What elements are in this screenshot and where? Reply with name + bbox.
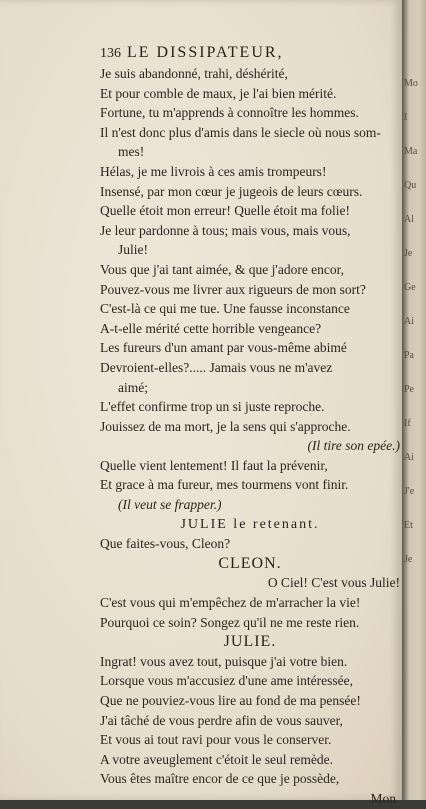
text-line: C'est-là ce qui me tue. Une fausse inconstance: [100, 301, 350, 317]
running-header: [100, 44, 400, 62]
catchword: Mon: [370, 790, 396, 806]
text-line: Jouissez de ma mort, je la sens qui s'approche.: [100, 418, 351, 434]
text-line: Julie!: [118, 242, 148, 258]
facing-page-fragment: I: [404, 112, 408, 123]
text-line: A-t-elle mérité cette horrible vengeance?: [100, 320, 322, 336]
text-line: Insensé, par mon cœur je jugeois de leurs cœurs.: [100, 183, 363, 199]
text-line: Et vous ai tout ravi pour vous le conserver.: [100, 732, 332, 748]
facing-page-fragment: Ai: [404, 316, 414, 327]
facing-page-fragment: Je: [404, 248, 413, 259]
text-line: (Il tire son epée.): [307, 438, 400, 454]
facing-page-fragment: J'e: [404, 486, 415, 497]
text-line: Fortune, tu m'apprends à connoître les hommes.: [100, 105, 359, 121]
text-line: Je leur pardonne à tous; mais vous, mais vous,: [100, 222, 351, 238]
running-title: LE DISSIPATEUR,: [127, 44, 284, 61]
text-line: Les fureurs d'un amant par vous-même abimé: [100, 340, 347, 356]
facing-page-fragment: Qu: [404, 180, 417, 191]
facing-page-fragment: Ma: [404, 146, 418, 157]
text-line: Je suis abandonné, trahi, déshérité,: [100, 66, 288, 81]
text-line: CLEON.: [218, 554, 282, 572]
text-line: Que ne pouviez-vous lire au fond de ma pensée!: [100, 693, 361, 708]
facing-page-fragment: Pa: [404, 350, 414, 361]
facing-page-fragment: Ai: [404, 452, 414, 463]
adjacent-page-edge: [402, 0, 426, 800]
text-line: Et pour comble de maux, je l'ai bien mérité.: [100, 85, 337, 101]
text-line: (Il veut se frapper.): [118, 497, 222, 513]
text-line: JULIE.: [223, 633, 277, 651]
text-line: Ingrat! vous avez tout, puisque j'ai votre bien.: [100, 653, 348, 669]
text-line: Que faites-vous, Cleon?: [100, 536, 231, 552]
text-line: Hélas, je me livrois à ces amis trompeurs!: [100, 163, 327, 179]
text-line: Pouvez-vous me livrer aux rigueurs de mon sort?: [100, 281, 366, 297]
page-number: 136: [100, 46, 121, 61]
facing-page-fragment: Al: [404, 214, 414, 225]
text-line: A votre aveuglement c'étoit le seul remède.: [100, 751, 333, 767]
facing-page-fragment: Mo: [404, 78, 418, 89]
text-line: JULIE le retenant.: [180, 516, 320, 532]
text-line: Lorsque vous m'accusiez d'une ame intéressée,: [100, 673, 354, 689]
text-line: J'ai tâché de vous perdre afin de vous sauver,: [100, 712, 343, 728]
facing-page-fragment: Et: [404, 520, 413, 531]
text-line: O Ciel! C'est vous Julie!: [267, 575, 400, 591]
text-line: Vous êtes maître encor de ce que je possède,: [100, 771, 340, 787]
verse-text-block: [100, 64, 400, 809]
text-line: mes!: [118, 144, 145, 160]
facing-page-fragment: Ge: [404, 282, 416, 293]
text-line: Quelle étoit mon erreur! Quelle étoit ma folie!: [100, 203, 351, 219]
facing-page-fragment: Je: [404, 554, 413, 565]
text-line: Et grace à ma fureur, mes tourmens vont finir.: [100, 477, 349, 493]
facing-page-fragment: Pe: [404, 384, 414, 395]
facing-page-fragment: If: [404, 418, 411, 429]
text-line: Quelle vient lentement! Il faut la prévenir,: [100, 457, 328, 473]
text-line: Il n'est donc plus d'amis dans le siecle où nous som-: [100, 124, 381, 140]
text-line: L'effet confirme trop un si juste reproche.: [100, 399, 325, 415]
text-line: Pourquoi ce soin? Songez qu'il ne me reste rien.: [100, 614, 360, 630]
text-line: Devroient-elles?..... Jamais vous ne m'avez: [100, 359, 333, 375]
text-line: Vous que j'ai tant aimée, & que j'adore encor,: [100, 261, 344, 277]
text-line: C'est vous qui m'empêchez de m'arracher la vie!: [100, 595, 361, 611]
text-line: aimé;: [118, 379, 148, 395]
